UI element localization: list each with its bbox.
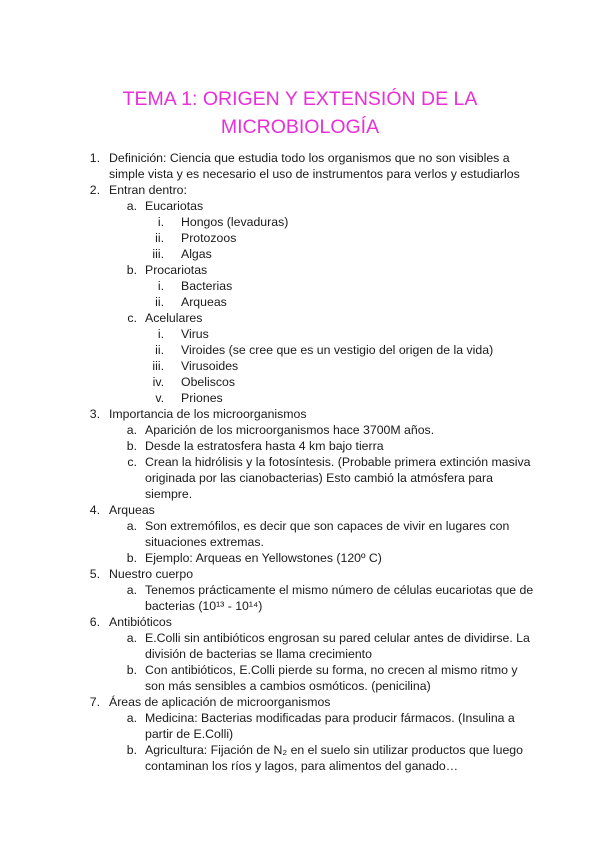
list-item-text: simple vista y es necesario el uso de instrumentos para verlos y estudiarlos — [109, 167, 520, 181]
list-marker: a. — [126, 583, 137, 597]
list-marker: 4. — [89, 503, 100, 517]
list-marker: b. — [126, 743, 137, 757]
list-marker: b. — [126, 439, 137, 453]
list-item-text: división de bacterias se llama crecimiento — [145, 647, 372, 661]
list-marker: a. — [126, 423, 137, 437]
list-item-text: Priones — [181, 391, 223, 405]
list-item-text: siempre. — [145, 487, 193, 501]
list-marker: b. — [126, 263, 137, 277]
list-item-text: Crean la hidrólisis y la fotosíntesis. (Probable primera extinción masiva — [145, 455, 531, 469]
list-marker: c. — [127, 311, 137, 325]
list-item-text: Bacterias — [181, 279, 233, 293]
list-item-text: Entran dentro: — [109, 183, 187, 197]
list-marker: iv. — [152, 375, 164, 389]
list-item-text: Antibióticos — [109, 615, 172, 629]
list-item-text: Arqueas — [109, 503, 155, 517]
list-marker: a. — [126, 711, 137, 725]
list-marker: i. — [157, 327, 164, 341]
list-item-text: E.Colli sin antibióticos engrosan su pared celular antes de dividirse. La — [145, 631, 530, 645]
list-marker: b. — [126, 551, 137, 565]
list-item-text: Agricultura: Fijación de N₂ en el suelo sin utilizar productos que luego — [145, 743, 523, 757]
list-marker: 1. — [89, 151, 100, 165]
list-marker: ii. — [155, 231, 164, 245]
title-line-2: MICROBIOLOGÍA — [220, 116, 380, 139]
list-item-text: Viroides (se cree que es un vestigio del origen de la vida) — [181, 343, 494, 357]
list-item-text: partir de E.Colli) — [145, 727, 234, 741]
list-item-text: Hongos (levaduras) — [181, 215, 289, 229]
list-marker: i. — [157, 215, 164, 229]
list-item-text: Obeliscos — [181, 375, 235, 389]
list-marker: a. — [126, 519, 137, 533]
list-marker: i. — [157, 279, 164, 293]
page-title — [0, 85, 600, 141]
list-item-text: Arqueas — [181, 295, 227, 309]
list-marker: b. — [126, 663, 137, 677]
list-item-text: Medicina: Bacterias modificadas para producir fármacos. (Insulina a — [145, 711, 515, 725]
list-item-text: Nuestro cuerpo — [109, 567, 194, 581]
list-marker: a. — [126, 199, 137, 213]
list-item-text: Protozoos — [181, 231, 237, 245]
list-item-text: Áreas de aplicación de microorganismos — [109, 695, 331, 709]
list-item-text: Eucariotas — [145, 199, 204, 213]
list-item-text: Definición: Ciencia que estudia todo los organismos que no son visibles a — [109, 151, 510, 165]
list-item-text: Ejemplo: Arqueas en Yellowstones (120º C) — [145, 551, 382, 565]
list-item-text: Tenemos prácticamente el mismo número de células eucariotas que de — [145, 583, 534, 597]
list-item-text: Algas — [181, 247, 212, 261]
list-marker: 2. — [89, 183, 100, 197]
list-item-text: Aparición de los microorganismos hace 3700M años. — [145, 423, 435, 437]
list-marker: 3. — [89, 407, 100, 421]
list-marker: ii. — [155, 343, 164, 357]
list-item-text: originada por las cianobacterias) Esto cambió la atmósfera para — [145, 471, 493, 485]
list-item-text: Virusoides — [181, 359, 239, 373]
list-item-text: Con antibióticos, E.Colli pierde su forma, no crecen al mismo ritmo y — [145, 663, 518, 677]
list-item-text: Virus — [181, 327, 209, 341]
list-item-text: Importancia de los microorganismos — [109, 407, 307, 421]
list-marker: v. — [155, 391, 164, 405]
title-line-1: TEMA 1: ORIGEN Y EXTENSIÓN DE LA — [122, 88, 478, 111]
list-item-text: Procariotas — [145, 263, 208, 277]
list-marker: ii. — [155, 295, 164, 309]
list-item-text: Son extremófilos, es decir que son capaces de vivir en lugares con — [145, 519, 510, 533]
list-item-text: situaciones extremas. — [145, 535, 264, 549]
list-marker: a. — [126, 631, 137, 645]
list-item-text: bacterias (10¹³ - 10¹⁴) — [145, 599, 263, 613]
list-marker: iii. — [152, 247, 164, 261]
list-item-text: contaminan los ríos y lagos, para alimentos del ganado… — [145, 759, 459, 773]
list-marker: 6. — [89, 615, 100, 629]
list-item-text: Desde la estratosfera hasta 4 km bajo tierra — [145, 439, 384, 453]
list-marker: c. — [127, 455, 137, 469]
list-marker: iii. — [152, 359, 164, 373]
list-marker: 5. — [89, 567, 100, 581]
list-marker: 7. — [89, 695, 100, 709]
list-item-text: Acelulares — [145, 311, 203, 325]
list-item-text: son más sensibles a cambios osmóticos. (penicilina) — [145, 679, 431, 693]
